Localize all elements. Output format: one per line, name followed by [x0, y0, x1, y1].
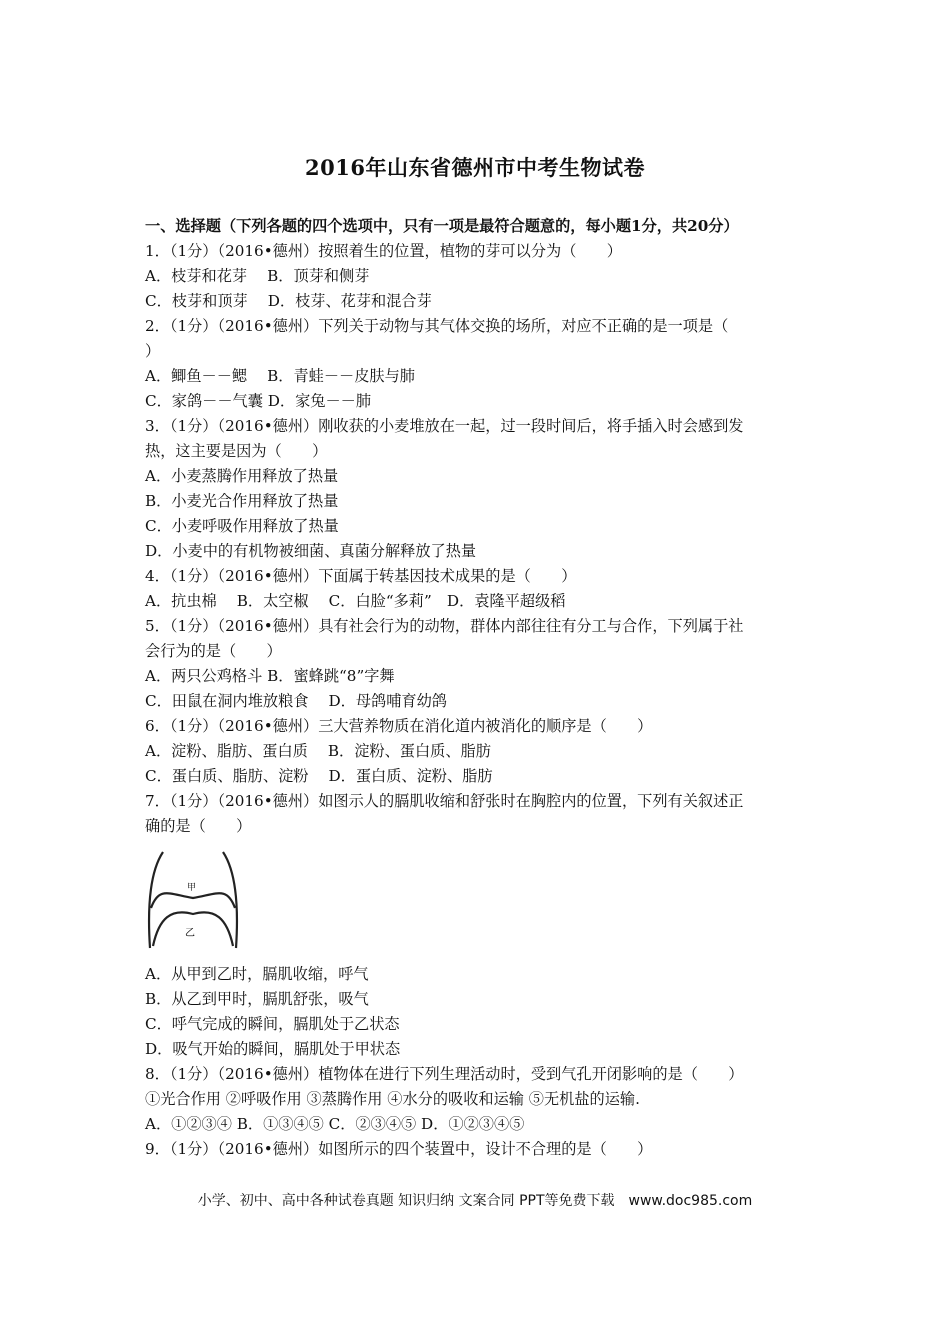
page-title: 2016年山东省德州市中考生物试卷: [305, 155, 645, 180]
page-footer: 小学、初中、高中各种试卷真题 知识归纳 文案合同 PPT等免费下载 www.doc985.com: [197, 1193, 753, 1209]
text-line: 9．（1分）（2016•德州）如图所示的四个装置中，设计不合理的是（ ）: [145, 1140, 653, 1158]
text-line: 8．（1分）（2016•德州）植物体在进行下列生理活动时，受到气孔开闭影响的是（ ）: [145, 1065, 744, 1083]
text-line: ）: [145, 342, 161, 360]
section-heading: 一、选择题（下列各题的四个选项中，只有一项是最符合题意的，每小题1分，共20分）: [145, 217, 739, 235]
text-line: C．蛋白质、脂肪、淀粉 D．蛋白质、淀粉、脂肪: [145, 767, 493, 785]
text-line: A．枝芽和花芽 B．顶芽和侧芽: [145, 267, 370, 285]
text-line: B．小麦光合作用释放了热量: [145, 492, 339, 510]
text-line: 确的是（ ）: [145, 817, 252, 835]
figure-label-bottom: 乙: [185, 928, 195, 939]
diaphragm-figure: [145, 848, 241, 954]
text-line: D．小麦中的有机物被细菌、真菌分解释放了热量: [145, 542, 477, 560]
text-line: A．小麦蒸腾作用释放了热量: [145, 467, 339, 485]
text-line: C．呼气完成的瞬间，膈肌处于乙状态: [145, 1015, 400, 1033]
text-line: 7．（1分）（2016•德州）如图示人的膈肌收缩和舒张时在胸腔内的位置，下列有关叙述正: [145, 792, 744, 810]
text-line: 3．（1分）（2016•德州）刚收获的小麦堆放在一起，过一段时间后，将手插入时会感到发: [145, 417, 744, 435]
text-line: D．吸气开始的瞬间，膈肌处于甲状态: [145, 1040, 401, 1058]
text-line: A．淀粉、脂肪、蛋白质 B．淀粉、蛋白质、脂肪: [145, 742, 491, 760]
text-line: A．抗虫棉 B．太空椒 C．白脸“多莉” D．袁隆平超级稻: [145, 592, 566, 610]
text-line: A．①②③④ B．①③④⑤ C．②③④⑤ D．①②③④⑤: [145, 1115, 525, 1133]
text-line: A．两只公鸡格斗 B．蜜蜂跳“8”字舞: [145, 667, 395, 685]
text-line: 5．（1分）（2016•德州）具有社会行为的动物，群体内部往往有分工与合作，下列属于社: [145, 617, 744, 635]
text-line: A．鲫鱼－－鳃 B．青蛙－－皮肤与肺: [145, 367, 415, 385]
diaphragm-upper: [151, 893, 235, 908]
text-line: ①光合作用 ②呼吸作用 ③蒸腾作用 ④水分的吸收和运输 ⑤无机盐的运输.: [145, 1090, 640, 1108]
text-line: 4．（1分）（2016•德州）下面属于转基因技术成果的是（ ）: [145, 567, 577, 585]
text-line: C．家鸽－－气囊 D．家兔－－肺: [145, 392, 372, 410]
text-line: C．枝芽和顶芽 D．枝芽、花芽和混合芽: [145, 292, 432, 310]
text-line: 热，这主要是因为（ ）: [145, 442, 328, 460]
figure-label-top: 甲: [187, 883, 197, 893]
text-line: 1．（1分）（2016•德州）按照着生的位置，植物的芽可以分为（ ）: [145, 242, 622, 260]
text-line: 2．（1分）（2016•德州）下列关于动物与其气体交换的场所，对应不正确的是一项是（: [145, 317, 729, 335]
text-line: 6．（1分）（2016•德州）三大营养物质在消化道内被消化的顺序是（ ）: [145, 717, 653, 735]
text-line: C．田鼠在洞内堆放粮食 D．母鸽哺育幼鸽: [145, 692, 447, 710]
text-line: B．从乙到甲时，膈肌舒张，吸气: [145, 990, 369, 1008]
text-line: 会行为的是（ ）: [145, 642, 282, 660]
text-line: A．从甲到乙时，膈肌收缩，呼气: [145, 965, 369, 983]
text-line: C．小麦呼吸作用释放了热量: [145, 517, 339, 535]
